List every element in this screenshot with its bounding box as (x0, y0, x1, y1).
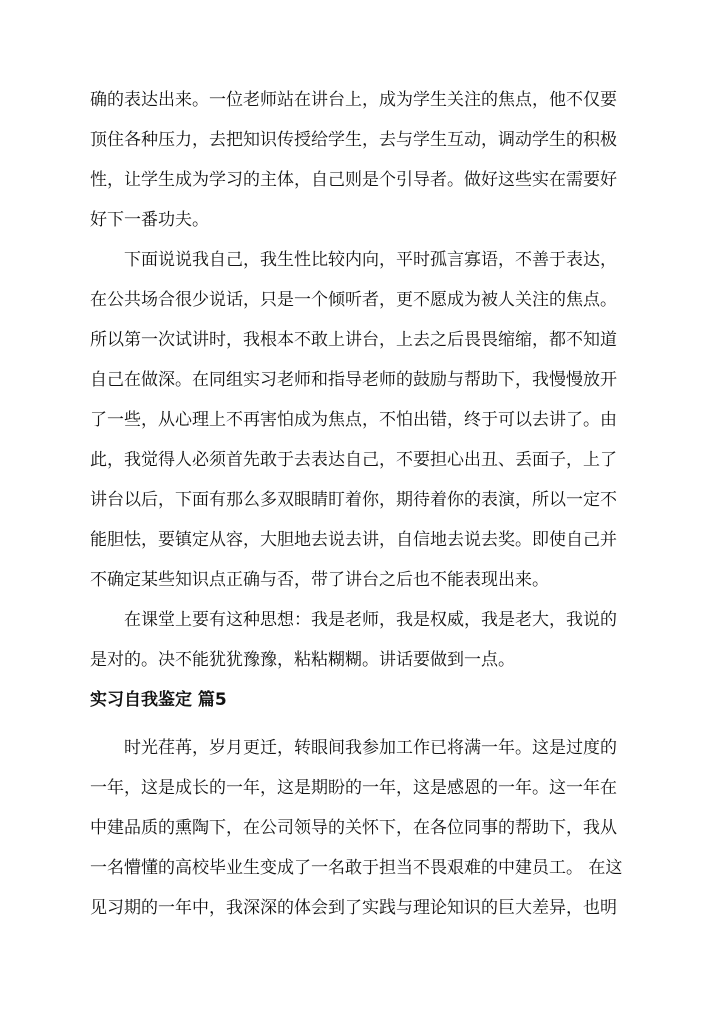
text-line: 顶住各种压力，去把知识传授给学生，去与学生互动，调动学生的积极 (90, 130, 617, 150)
text-line: 在公共场合很少说话，只是一个倾听者，更不愿成为被人关注的焦点。 (90, 290, 617, 310)
text-line: 是对的。决不能犹犹豫豫，粘粘糊糊。讲话要做到一点。 (90, 650, 515, 670)
text-line: 了一些，从心理上不再害怕成为焦点，不怕出错，终于可以去讲了。由 (90, 410, 617, 430)
text-line: 此，我觉得人必须首先敢于去表达自己，不要担心出丑、丢面子，上了 (90, 450, 617, 470)
text-line: 一名懵懂的高校毕业生变成了一名敢于担当不畏艰难的中建员工。 在这 (90, 858, 623, 878)
paragraph-first-line: 时光荏苒，岁月更迁，转眼间我参加工作已将满一年。这是过度的 (124, 738, 617, 758)
text-line: 讲台以后，下面有那么多双眼睛盯着你，期待着你的表演，所以一定不 (90, 490, 617, 510)
paragraph-first-line: 下面说说我自己，我生性比较内向，平时孤言寡语，不善于表达， (124, 250, 617, 270)
text-line: 自己在做深。在同组实习老师和指导老师的鼓励与帮助下，我慢慢放开 (90, 370, 617, 390)
text-line: 好下一番功夫。 (90, 210, 209, 230)
text-line: 能胆怯，要镇定从容，大胆地去说去讲，自信地去说去奖。即使自己并 (90, 530, 617, 550)
text-line: 性，让学生成为学习的主体，自己则是个引导者。做好这些实在需要好 (90, 170, 617, 190)
text-line: 见习期的一年中，我深深的体会到了实践与理论知识的巨大差异，也明 (90, 898, 617, 918)
text-line: 所以第一次试讲时，我根本不敢上讲台，上去之后畏畏缩缩，都不知道 (90, 330, 617, 350)
section-heading: 实习自我鉴定 篇5 (90, 690, 227, 710)
paragraph-first-line: 在课堂上要有这种思想：我是老师，我是权威，我是老大，我说的 (124, 610, 617, 630)
text-line: 不确定某些知识点正确与否，带了讲台之后也不能表现出来。 (90, 570, 549, 590)
text-line: 中建品质的熏陶下，在公司领导的关怀下，在各位同事的帮助下，我从 (90, 818, 617, 838)
text-line: 一年，这是成长的一年，这是期盼的一年，这是感恩的一年。这一年在 (90, 778, 617, 798)
text-line: 确的表达出来。一位老师站在讲台上，成为学生关注的焦点，他不仅要 (90, 90, 617, 110)
